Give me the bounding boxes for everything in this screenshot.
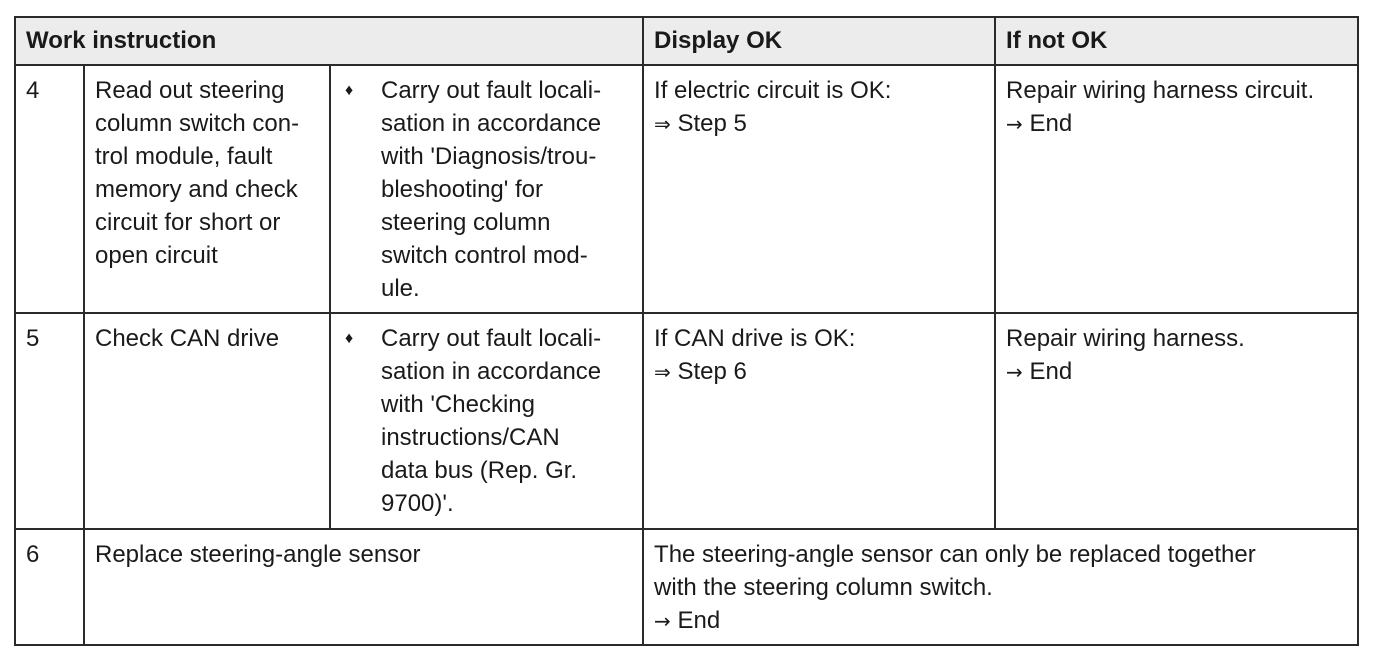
work-instruction-sheet xyxy=(14,16,1359,646)
instruction-line: Replace steering-angle sensor xyxy=(95,541,421,568)
display-ok-cell xyxy=(643,313,995,529)
arrow-right-icon: → xyxy=(654,609,671,633)
step-number: 6 xyxy=(15,529,84,645)
step-number: 4 xyxy=(15,65,84,313)
end-link: End xyxy=(1029,110,1073,137)
instruction-cell xyxy=(84,313,330,529)
header-row xyxy=(15,17,1358,65)
action-line: sation in accordance xyxy=(381,110,602,137)
action-line: instructions/CAN xyxy=(381,424,560,451)
instruction-cell xyxy=(84,529,643,645)
display-ok-cell xyxy=(643,65,995,313)
double-arrow-icon: ⇒ xyxy=(654,112,671,136)
action-line: Carry out fault locali- xyxy=(381,325,602,352)
table-row-step-6 xyxy=(15,529,1358,645)
table-row-step-5 xyxy=(15,313,1358,529)
action-line: Carry out fault locali- xyxy=(381,77,602,104)
result-cell xyxy=(643,529,1358,645)
diamond-bullet-icon: ♦ xyxy=(345,330,354,347)
instruction-line: trol module, fault xyxy=(95,143,273,170)
arrow-right-icon: → xyxy=(1006,360,1023,384)
header-work-instruction: Work instruction xyxy=(15,17,643,65)
end-link: End xyxy=(677,607,721,634)
action-line: steering column xyxy=(381,209,551,236)
instruction-cell xyxy=(84,65,330,313)
action-line: with 'Checking xyxy=(381,391,535,418)
instruction-line: Read out steering xyxy=(95,77,285,104)
instruction-line: open circuit xyxy=(95,242,218,269)
end-link: End xyxy=(1029,358,1073,385)
action-cell xyxy=(330,65,643,313)
not-ok-cell xyxy=(995,313,1358,529)
result-line: with the steering column switch. xyxy=(654,574,993,601)
double-arrow-icon: ⇒ xyxy=(654,360,671,384)
not-ok-cell xyxy=(995,65,1358,313)
instruction-line: circuit for short or xyxy=(95,209,281,236)
header-if-not-ok: If not OK xyxy=(995,17,1358,65)
action-line: sation in accordance xyxy=(381,358,602,385)
diamond-bullet-icon: ♦ xyxy=(345,82,354,99)
result-line: The steering-angle sensor can only be replaced together xyxy=(654,541,1256,568)
display-ok-text: If electric circuit is OK: xyxy=(654,77,892,104)
not-ok-text: Repair wiring harness. xyxy=(1006,325,1245,352)
action-line: ule. xyxy=(381,275,420,302)
action-line: data bus (Rep. Gr. xyxy=(381,457,578,484)
action-line: bleshooting' for xyxy=(381,176,544,203)
next-step-link: Step 6 xyxy=(677,358,747,385)
not-ok-text: Repair wiring harness circuit. xyxy=(1006,77,1315,104)
step-number: 5 xyxy=(15,313,84,529)
work-instruction-table xyxy=(14,16,1359,646)
instruction-line: memory and check xyxy=(95,176,298,203)
next-step-link: Step 5 xyxy=(677,110,747,137)
arrow-right-icon: → xyxy=(1006,112,1023,136)
action-cell xyxy=(330,313,643,529)
instruction-line: Check CAN drive xyxy=(95,325,280,352)
table-row-step-4 xyxy=(15,65,1358,313)
action-line: with 'Diagnosis/trou- xyxy=(381,143,597,170)
display-ok-text: If CAN drive is OK: xyxy=(654,325,856,352)
action-line: switch control mod- xyxy=(381,242,588,269)
action-line: 9700)'. xyxy=(381,490,454,517)
instruction-line: column switch con- xyxy=(95,110,300,137)
header-display-ok: Display OK xyxy=(643,17,995,65)
